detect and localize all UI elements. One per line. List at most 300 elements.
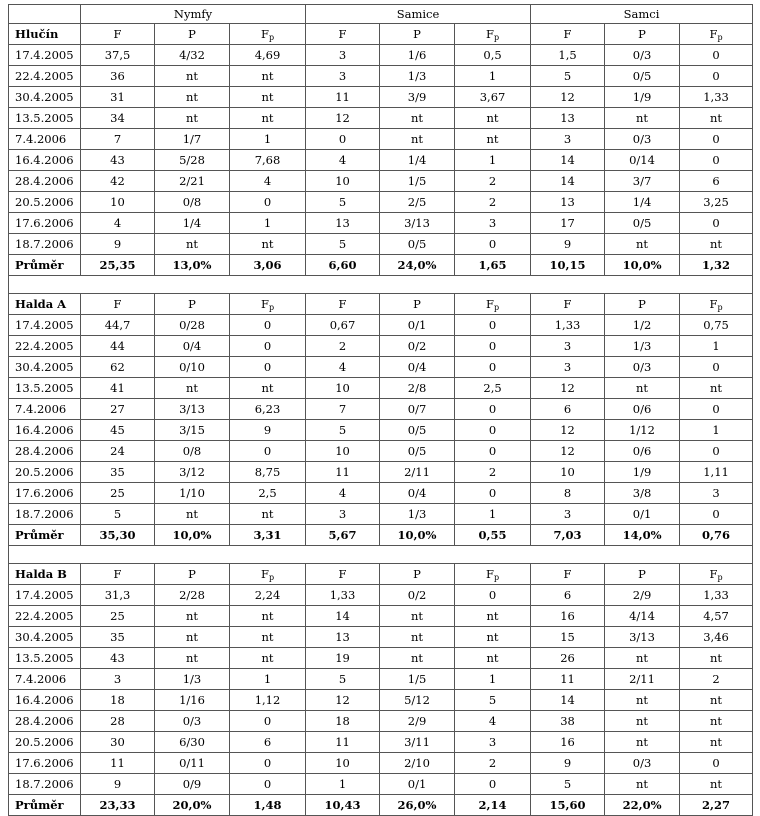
value-cell: 42 — [81, 171, 155, 192]
value-cell: 24 — [81, 441, 155, 462]
value-cell: nt — [680, 648, 753, 669]
value-cell: 0 — [230, 774, 306, 795]
value-cell: 1,12 — [230, 690, 306, 711]
section-spacer — [9, 276, 753, 294]
average-value: 0,55 — [455, 525, 531, 546]
value-cell: nt — [230, 606, 306, 627]
value-cell: 1 — [455, 504, 531, 525]
value-cell: 4,69 — [230, 45, 306, 66]
value-cell: nt — [155, 504, 230, 525]
column-header-subscript: p — [493, 573, 500, 582]
value-cell: 3/13 — [380, 213, 455, 234]
value-cell: nt — [605, 732, 680, 753]
value-cell: 6 — [230, 732, 306, 753]
table-row — [9, 483, 753, 504]
table-row — [9, 192, 753, 213]
date-cell: 18.7.2006 — [9, 504, 81, 525]
date-cell: 13.5.2005 — [9, 648, 81, 669]
value-cell: 0/3 — [155, 711, 230, 732]
average-value: 1,48 — [230, 795, 306, 816]
date-cell: 17.4.2005 — [9, 45, 81, 66]
column-header-subscript: p — [268, 573, 275, 582]
value-cell: 44,7 — [81, 315, 155, 336]
value-cell: 13 — [306, 213, 380, 234]
value-cell: 1/6 — [380, 45, 455, 66]
data-table-container — [8, 4, 752, 816]
value-cell: 7,68 — [230, 150, 306, 171]
column-header-subscript: p — [268, 33, 275, 42]
value-cell: 0/5 — [380, 441, 455, 462]
value-cell: 5 — [306, 420, 380, 441]
value-cell: 3 — [531, 336, 605, 357]
average-value: 14,0% — [605, 525, 680, 546]
table-row — [9, 462, 753, 483]
value-cell: 27 — [81, 399, 155, 420]
value-cell: 2/21 — [155, 171, 230, 192]
value-cell: nt — [680, 234, 753, 255]
value-cell: nt — [230, 504, 306, 525]
value-cell: nt — [155, 234, 230, 255]
column-header: F — [81, 24, 155, 45]
results-table — [8, 4, 753, 816]
value-cell: 0/2 — [380, 585, 455, 606]
value-cell: 36 — [81, 66, 155, 87]
date-cell: 18.7.2006 — [9, 234, 81, 255]
value-cell: 0,75 — [680, 315, 753, 336]
date-cell: 30.4.2005 — [9, 627, 81, 648]
value-cell: 4/32 — [155, 45, 230, 66]
value-cell: 28 — [81, 711, 155, 732]
value-cell: 9 — [531, 753, 605, 774]
value-cell: 0/5 — [380, 420, 455, 441]
value-cell: 3/8 — [605, 483, 680, 504]
value-cell: 1,11 — [680, 462, 753, 483]
value-cell: 2/11 — [605, 669, 680, 690]
value-cell: 35 — [81, 627, 155, 648]
date-cell: 20.5.2006 — [9, 732, 81, 753]
value-cell: 4,57 — [680, 606, 753, 627]
column-header-subscript: p — [493, 303, 500, 312]
average-value: 7,03 — [531, 525, 605, 546]
value-cell: 1/4 — [605, 192, 680, 213]
value-cell: 35 — [81, 462, 155, 483]
average-value: 13,0% — [155, 255, 230, 276]
value-cell: 0 — [230, 315, 306, 336]
value-cell: 3 — [306, 66, 380, 87]
column-header: P — [605, 24, 680, 45]
value-cell: 1/5 — [380, 171, 455, 192]
value-cell: 0 — [230, 441, 306, 462]
value-cell: 0 — [230, 357, 306, 378]
value-cell: nt — [680, 108, 753, 129]
value-cell: 0 — [455, 315, 531, 336]
value-cell: nt — [380, 606, 455, 627]
table-row — [9, 648, 753, 669]
date-cell: 17.6.2006 — [9, 213, 81, 234]
table-row — [9, 66, 753, 87]
column-header: P — [605, 564, 680, 585]
value-cell: nt — [455, 606, 531, 627]
value-cell: 3/12 — [155, 462, 230, 483]
value-cell: 0/4 — [155, 336, 230, 357]
value-cell: nt — [455, 129, 531, 150]
value-cell: 9 — [81, 774, 155, 795]
value-cell: 3,25 — [680, 192, 753, 213]
value-cell: 41 — [81, 378, 155, 399]
value-cell: 5 — [306, 192, 380, 213]
date-cell: 28.4.2006 — [9, 441, 81, 462]
value-cell: 0 — [230, 192, 306, 213]
column-header: P — [605, 294, 680, 315]
value-cell: nt — [155, 378, 230, 399]
date-cell: 16.4.2006 — [9, 150, 81, 171]
value-cell: 2 — [455, 192, 531, 213]
date-cell: 16.4.2006 — [9, 690, 81, 711]
value-cell: 13 — [531, 108, 605, 129]
table-row — [9, 357, 753, 378]
table-row — [9, 606, 753, 627]
value-cell: 3/13 — [605, 627, 680, 648]
value-cell: 16 — [531, 606, 605, 627]
table-row — [9, 150, 753, 171]
value-cell: nt — [605, 690, 680, 711]
value-cell: 1/3 — [605, 336, 680, 357]
value-cell: 11 — [306, 732, 380, 753]
value-cell: nt — [605, 234, 680, 255]
value-cell: 1/4 — [155, 213, 230, 234]
column-header: F — [306, 294, 380, 315]
value-cell: 0/3 — [605, 45, 680, 66]
value-cell: 2,5 — [455, 378, 531, 399]
average-value: 35,30 — [81, 525, 155, 546]
average-value: 1,32 — [680, 255, 753, 276]
value-cell: 0/5 — [605, 213, 680, 234]
value-cell: 11 — [531, 669, 605, 690]
date-cell: 22.4.2005 — [9, 336, 81, 357]
value-cell: nt — [680, 711, 753, 732]
value-cell: nt — [680, 732, 753, 753]
value-cell: 1,5 — [531, 45, 605, 66]
value-cell: 0/3 — [605, 753, 680, 774]
average-label: Průměr — [9, 795, 81, 816]
value-cell: nt — [380, 627, 455, 648]
value-cell: 1 — [306, 774, 380, 795]
value-cell: 0/14 — [605, 150, 680, 171]
value-cell: nt — [605, 378, 680, 399]
date-cell: 17.6.2006 — [9, 753, 81, 774]
value-cell: 11 — [306, 87, 380, 108]
value-cell: 0 — [680, 66, 753, 87]
value-cell: 12 — [306, 108, 380, 129]
value-cell: 4/14 — [605, 606, 680, 627]
value-cell: 0 — [455, 585, 531, 606]
average-value: 24,0% — [380, 255, 455, 276]
value-cell: nt — [155, 108, 230, 129]
value-cell: 10 — [306, 441, 380, 462]
value-cell: 0 — [680, 129, 753, 150]
value-cell: 44 — [81, 336, 155, 357]
date-cell: 17.4.2005 — [9, 315, 81, 336]
value-cell: 1 — [680, 420, 753, 441]
site-name: Halda A — [9, 294, 81, 315]
column-header-subscript: p — [268, 303, 275, 312]
value-cell: 6/30 — [155, 732, 230, 753]
value-cell: nt — [230, 378, 306, 399]
average-value: 20,0% — [155, 795, 230, 816]
site-name: Hlučín — [9, 24, 81, 45]
value-cell: 14 — [531, 171, 605, 192]
date-cell: 22.4.2005 — [9, 606, 81, 627]
table-row — [9, 420, 753, 441]
value-cell: 8,75 — [230, 462, 306, 483]
date-cell: 30.4.2005 — [9, 357, 81, 378]
value-cell: 0,67 — [306, 315, 380, 336]
average-row — [9, 795, 753, 816]
date-cell: 7.4.2006 — [9, 129, 81, 150]
value-cell: 0 — [455, 399, 531, 420]
value-cell: 1/3 — [380, 66, 455, 87]
date-cell: 13.5.2005 — [9, 108, 81, 129]
value-cell: 12 — [531, 420, 605, 441]
section-header-row — [9, 24, 753, 45]
date-cell: 22.4.2005 — [9, 66, 81, 87]
value-cell: 1,33 — [680, 585, 753, 606]
value-cell: 9 — [81, 234, 155, 255]
value-cell: nt — [680, 774, 753, 795]
value-cell: 3 — [680, 483, 753, 504]
value-cell: 1 — [455, 150, 531, 171]
value-cell: nt — [605, 108, 680, 129]
value-cell: 4 — [81, 213, 155, 234]
value-cell: 12 — [531, 378, 605, 399]
value-cell: 1/3 — [155, 669, 230, 690]
date-cell: 28.4.2006 — [9, 171, 81, 192]
value-cell: 31 — [81, 87, 155, 108]
value-cell: 13 — [306, 627, 380, 648]
value-cell: 7 — [306, 399, 380, 420]
value-cell: 3 — [455, 213, 531, 234]
value-cell: nt — [605, 711, 680, 732]
value-cell: 2/11 — [380, 462, 455, 483]
value-cell: 5 — [306, 234, 380, 255]
value-cell: 0/2 — [380, 336, 455, 357]
value-cell: 0 — [680, 150, 753, 171]
value-cell: 0 — [680, 213, 753, 234]
table-row — [9, 504, 753, 525]
column-header: $F_p$ — [230, 564, 306, 585]
group-header-row — [9, 5, 753, 24]
value-cell: nt — [680, 378, 753, 399]
value-cell: 12 — [531, 441, 605, 462]
value-cell: 1,33 — [306, 585, 380, 606]
average-value: 23,33 — [81, 795, 155, 816]
column-header: F — [81, 294, 155, 315]
date-cell: 13.5.2005 — [9, 378, 81, 399]
value-cell: 12 — [531, 87, 605, 108]
value-cell: 2/10 — [380, 753, 455, 774]
section-spacer — [9, 546, 753, 564]
table-row — [9, 336, 753, 357]
average-value: 1,65 — [455, 255, 531, 276]
value-cell: 3/11 — [380, 732, 455, 753]
average-value: 10,43 — [306, 795, 380, 816]
average-value: 10,0% — [605, 255, 680, 276]
value-cell: 31,3 — [81, 585, 155, 606]
date-cell: 20.5.2006 — [9, 462, 81, 483]
column-header-subscript: p — [493, 33, 500, 42]
date-cell: 7.4.2006 — [9, 399, 81, 420]
table-row — [9, 753, 753, 774]
value-cell: 0 — [455, 441, 531, 462]
value-cell: 0 — [455, 483, 531, 504]
value-cell: 0/8 — [155, 192, 230, 213]
value-cell: 4 — [306, 357, 380, 378]
value-cell: 0 — [230, 336, 306, 357]
column-header-subscript: p — [717, 573, 723, 582]
group-header: Samice — [306, 5, 531, 24]
value-cell: 0/10 — [155, 357, 230, 378]
value-cell: 0/1 — [380, 774, 455, 795]
average-value: 10,0% — [155, 525, 230, 546]
column-header: P — [155, 564, 230, 585]
column-header: P — [380, 564, 455, 585]
date-cell: 17.6.2006 — [9, 483, 81, 504]
table-row — [9, 690, 753, 711]
value-cell: 3 — [306, 504, 380, 525]
column-header: F — [531, 564, 605, 585]
group-header: Nymfy — [81, 5, 306, 24]
value-cell: 4 — [455, 711, 531, 732]
value-cell: nt — [455, 627, 531, 648]
value-cell: nt — [380, 108, 455, 129]
date-cell: 18.7.2006 — [9, 774, 81, 795]
average-value: 5,67 — [306, 525, 380, 546]
value-cell: 5 — [455, 690, 531, 711]
value-cell: 5/28 — [155, 150, 230, 171]
column-header-subscript: p — [717, 303, 723, 312]
column-header: $F_p$ — [230, 24, 306, 45]
table-row — [9, 234, 753, 255]
value-cell: 0/11 — [155, 753, 230, 774]
value-cell: 16 — [531, 732, 605, 753]
value-cell: 5 — [306, 669, 380, 690]
value-cell: 2 — [680, 669, 753, 690]
value-cell: 14 — [306, 606, 380, 627]
value-cell: 14 — [531, 690, 605, 711]
value-cell: nt — [230, 234, 306, 255]
average-label: Průměr — [9, 525, 81, 546]
column-header: $F_p$ — [230, 294, 306, 315]
value-cell: 6 — [680, 171, 753, 192]
value-cell: nt — [155, 606, 230, 627]
date-cell: 17.4.2005 — [9, 585, 81, 606]
average-value: 25,35 — [81, 255, 155, 276]
date-cell: 20.5.2006 — [9, 192, 81, 213]
value-cell: 0 — [680, 504, 753, 525]
average-value: 26,0% — [380, 795, 455, 816]
value-cell: 0 — [680, 441, 753, 462]
table-row — [9, 732, 753, 753]
average-value: 3,06 — [230, 255, 306, 276]
value-cell: 26 — [531, 648, 605, 669]
value-cell: 1/4 — [380, 150, 455, 171]
value-cell: 3,46 — [680, 627, 753, 648]
value-cell: nt — [155, 87, 230, 108]
average-value: 3,31 — [230, 525, 306, 546]
column-header: $F_p$ — [455, 564, 531, 585]
value-cell: 2,24 — [230, 585, 306, 606]
value-cell: 5 — [81, 504, 155, 525]
value-cell: 9 — [531, 234, 605, 255]
column-header: F — [306, 564, 380, 585]
value-cell: 10 — [81, 192, 155, 213]
column-header-subscript: p — [717, 33, 723, 42]
corner-cell — [9, 5, 81, 24]
value-cell: nt — [380, 129, 455, 150]
value-cell: 0/4 — [380, 483, 455, 504]
value-cell: 38 — [531, 711, 605, 732]
value-cell: 0 — [230, 711, 306, 732]
date-cell: 30.4.2005 — [9, 87, 81, 108]
average-value: 10,15 — [531, 255, 605, 276]
value-cell: 25 — [81, 483, 155, 504]
value-cell: 1 — [230, 213, 306, 234]
date-cell: 7.4.2006 — [9, 669, 81, 690]
value-cell: 5 — [531, 66, 605, 87]
value-cell: 13 — [531, 192, 605, 213]
column-header: F — [531, 294, 605, 315]
average-row — [9, 525, 753, 546]
value-cell: 3/15 — [155, 420, 230, 441]
value-cell: 1 — [455, 669, 531, 690]
table-row — [9, 129, 753, 150]
column-header: $F_p$ — [680, 294, 753, 315]
value-cell: 15 — [531, 627, 605, 648]
column-header: P — [380, 24, 455, 45]
value-cell: 1 — [230, 129, 306, 150]
value-cell: 1 — [680, 336, 753, 357]
value-cell: 2 — [306, 336, 380, 357]
value-cell: 0 — [680, 45, 753, 66]
value-cell: 1/5 — [380, 669, 455, 690]
value-cell: 8 — [531, 483, 605, 504]
value-cell: nt — [605, 774, 680, 795]
value-cell: 1,33 — [531, 315, 605, 336]
column-header: $F_p$ — [680, 564, 753, 585]
value-cell: 11 — [81, 753, 155, 774]
value-cell: 10 — [306, 753, 380, 774]
value-cell: 3 — [531, 129, 605, 150]
value-cell: 43 — [81, 150, 155, 171]
value-cell: 37,5 — [81, 45, 155, 66]
value-cell: 0/3 — [605, 357, 680, 378]
average-value: 2,27 — [680, 795, 753, 816]
value-cell: 0 — [680, 399, 753, 420]
average-value: 15,60 — [531, 795, 605, 816]
value-cell: 0/5 — [380, 234, 455, 255]
value-cell: 14 — [531, 150, 605, 171]
value-cell: 19 — [306, 648, 380, 669]
value-cell: nt — [155, 648, 230, 669]
table-row — [9, 213, 753, 234]
value-cell: 3/7 — [605, 171, 680, 192]
value-cell: 1 — [230, 669, 306, 690]
value-cell: 0 — [680, 357, 753, 378]
value-cell: 0/7 — [380, 399, 455, 420]
value-cell: 4 — [306, 483, 380, 504]
average-label: Průměr — [9, 255, 81, 276]
value-cell: 0 — [455, 774, 531, 795]
